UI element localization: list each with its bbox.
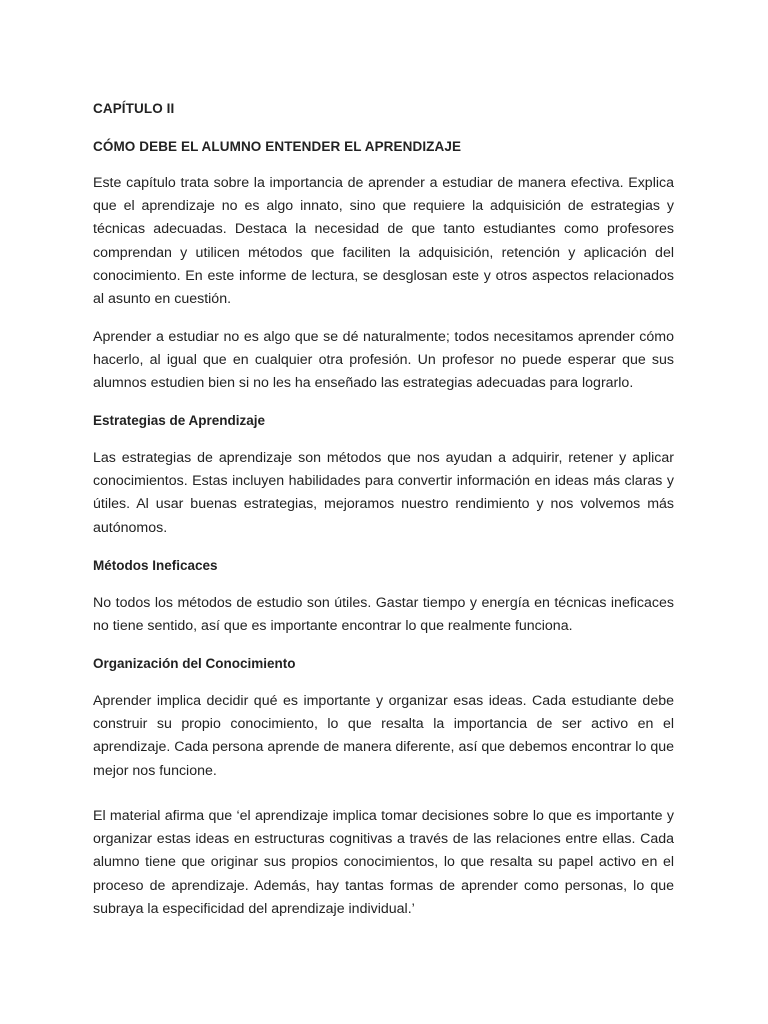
- chapter-label: CAPÍTULO II: [93, 101, 175, 116]
- section-heading-organizacion: Organización del Conocimiento: [93, 656, 296, 671]
- section-paragraph-organizacion: Aprender implica decidir qué es importante y organizar esas ideas. Cada estudiante debe construir su propio conocimiento, lo que resalta la importancia de ser activo en el aprendizaje. Cada persona aprende de manera diferente, así que debemos encontrar lo que mejor nos funcione.: [93, 693, 674, 779]
- quote-paragraph: El material afirma que ‘el aprendizaje implica tomar decisiones sobre lo que es importante y organizar estas ideas en estructuras cognitivas a través de las relaciones entre ellas. Cada alumno tiene que originar sus propios conocimientos, lo que resalta su papel activo en el proceso de aprendizaje. Además, hay tantas formas de aprender como personas, lo que subraya la especificidad del aprendizaje individual.’: [93, 808, 674, 917]
- intro-paragraph-1: Este capítulo trata sobre la importancia de aprender a estudiar de manera efectiva. Explica que el aprendizaje no es algo innato, sino que requiere la adquisición de estrategias y técnicas adecuadas. Destaca la necesidad de que tanto estudiantes como profesores comprendan y utilicen métodos que faciliten la adquisición, retención y aplicación del conocimiento. En este informe de lectura, se desglosan este y otros aspectos relacionados al asunto en cuestión.: [93, 175, 674, 308]
- section-heading-metodos: Métodos Ineficaces: [93, 558, 218, 573]
- section-heading-estrategias: Estrategias de Aprendizaje: [93, 413, 266, 428]
- intro-paragraph-2: Aprender a estudiar no es algo que se dé naturalmente; todos necesitamos aprender cómo hacerlo, al igual que en cualquier otra profesión. Un profesor no puede esperar que sus alumnos estudien bien si no les ha enseñado las estrategias adecuadas para lograrlo.: [93, 329, 674, 392]
- section-paragraph-metodos: No todos los métodos de estudio son útiles. Gastar tiempo y energía en técnicas ineficaces no tiene sentido, así que es importante encontrar lo que realmente funciona.: [93, 595, 674, 635]
- chapter-title: CÓMO DEBE EL ALUMNO ENTENDER EL APRENDIZAJE: [93, 139, 462, 154]
- section-paragraph-estrategias: Las estrategias de aprendizaje son métodos que nos ayudan a adquirir, retener y aplicar conocimientos. Estas incluyen habilidades para convertir información en ideas más claras y útiles. Al usar buenas estrategias, mejoramos nuestro rendimiento y nos volvemos más autónomos.: [93, 450, 674, 536]
